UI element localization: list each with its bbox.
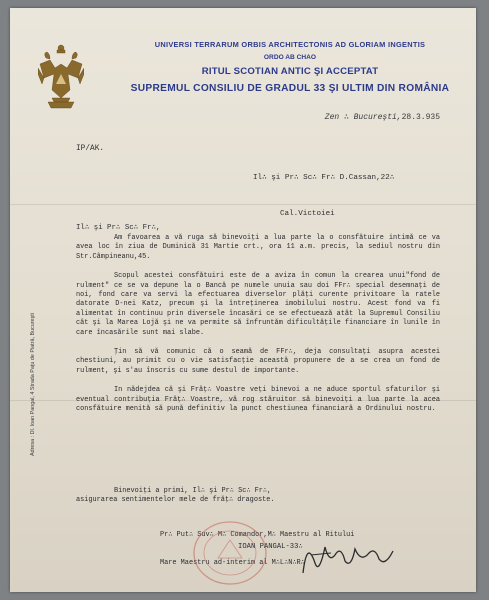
salutation: Il∴ şi Pr∴ Sc∴ Fr∴, bbox=[76, 224, 161, 232]
handwritten-signature bbox=[295, 533, 415, 581]
recipient-block bbox=[253, 148, 394, 244]
signatory-name: IOAN PANGAL-33∴ bbox=[238, 543, 303, 551]
letter-sheet bbox=[10, 8, 476, 592]
dateline bbox=[325, 112, 440, 122]
red-stamp-seal bbox=[190, 518, 270, 588]
paper-fold bbox=[10, 204, 476, 205]
letterhead-council: SUPREMUL CONSILIU DE GRADUL 33 ŞI ULTIM DIN ROMÂNIA bbox=[130, 83, 450, 94]
address-sidebar: Adresa : Dl. Ioan Pangal, 4 Strada Paţu de Piatră, Bucureşti bbox=[30, 313, 36, 456]
letter-body bbox=[76, 234, 440, 425]
body-paragraph: In nădejdea că şi Frăţ∴ Voastre veţi binevoi a ne aduce sportul sfaturilor şi eventual contribuţia Frăţ∴ Voastre, vă rog stăruitor să binevoiţi a lua parte la acea consfătuire menită să pună definitiv la punct chestiunea financiară a Ordinului nostru. bbox=[76, 386, 440, 414]
letterhead bbox=[120, 40, 460, 94]
signoff-title: Mare Maestru ad-interim al M∴L∴N∴R∴ bbox=[160, 559, 305, 568]
body-paragraph: Am favoarea a vă ruga să binevoiţi a lua parte la o consfătuire intimă ce va avea loc în ziua de Duminică 31 Martie crt., ora 11 a.m. precis, la sediul nostru din Str.Câmpineanu,45. bbox=[76, 234, 440, 261]
closing bbox=[76, 487, 440, 506]
body-paragraph: Scopul acestei consfătuiri este de a aviza în comun la crearea unui"fond de rulment" ce se va depune la o Bancă pe numele unuia sau doi FFr∴ special desemnaţi de noi, fond care va servi la efectuarea diverselor plăţi curente privitoare la ratele datorate D-nei Katz, precum şi la întreţinerea imobilului nostru. Acest fond va fi alimentat în continuu prin diversele încasări ce se efectuează atât la Supremul Consiliu cât şi la Marea Lojă şi ne va permite să înfruntăm dificultăţile financiare în lunile în care încasările sunt mai slabe. bbox=[76, 272, 440, 337]
closing-line: asigurarea sentimentelor mele de frăţ∴ dragoste. bbox=[76, 496, 275, 505]
letterhead-motto: UNIVERSI TERRARUM ORBIS ARCHITECTONIS AD GLORIAM INGENTIS bbox=[154, 40, 426, 49]
signoff-title: Pr∴ Put∴ Suv∴ M∴ Comandor,M∴ Maestru al Ritului bbox=[160, 530, 355, 539]
body-paragraph: Ţin să vă comunic că o seamă de FFr∴, deja consultaţi asupra acestei chestiuni, au primit cu o vie satisfacţie această propunere de a se crea un fond de rulment, şi s'au înscris cu sume destul de importante. bbox=[76, 348, 440, 375]
letterhead-rite: RITUL SCOTIAN ANTIC ŞI ACCEPTAT bbox=[201, 66, 379, 77]
dateline-city: Zen ∴ Bucureşti, bbox=[324, 113, 402, 122]
dateline-date: 28.3.935 bbox=[401, 113, 440, 122]
letterhead-order: ORDO AB CHAO bbox=[263, 54, 317, 61]
double-headed-eagle-emblem bbox=[38, 44, 84, 110]
reference-code: IP/AK. bbox=[76, 145, 105, 153]
recipient-street: Cal.Victoiei bbox=[280, 210, 335, 218]
closing-line: Binevoiţi a primi, Il∴ şi Pr∴ Sc∴ Fr∴, bbox=[114, 487, 272, 495]
recipient-line: Il∴ şi Pr∴ Sc∴ Fr∴ D.Cassan,22∴ bbox=[253, 174, 395, 182]
